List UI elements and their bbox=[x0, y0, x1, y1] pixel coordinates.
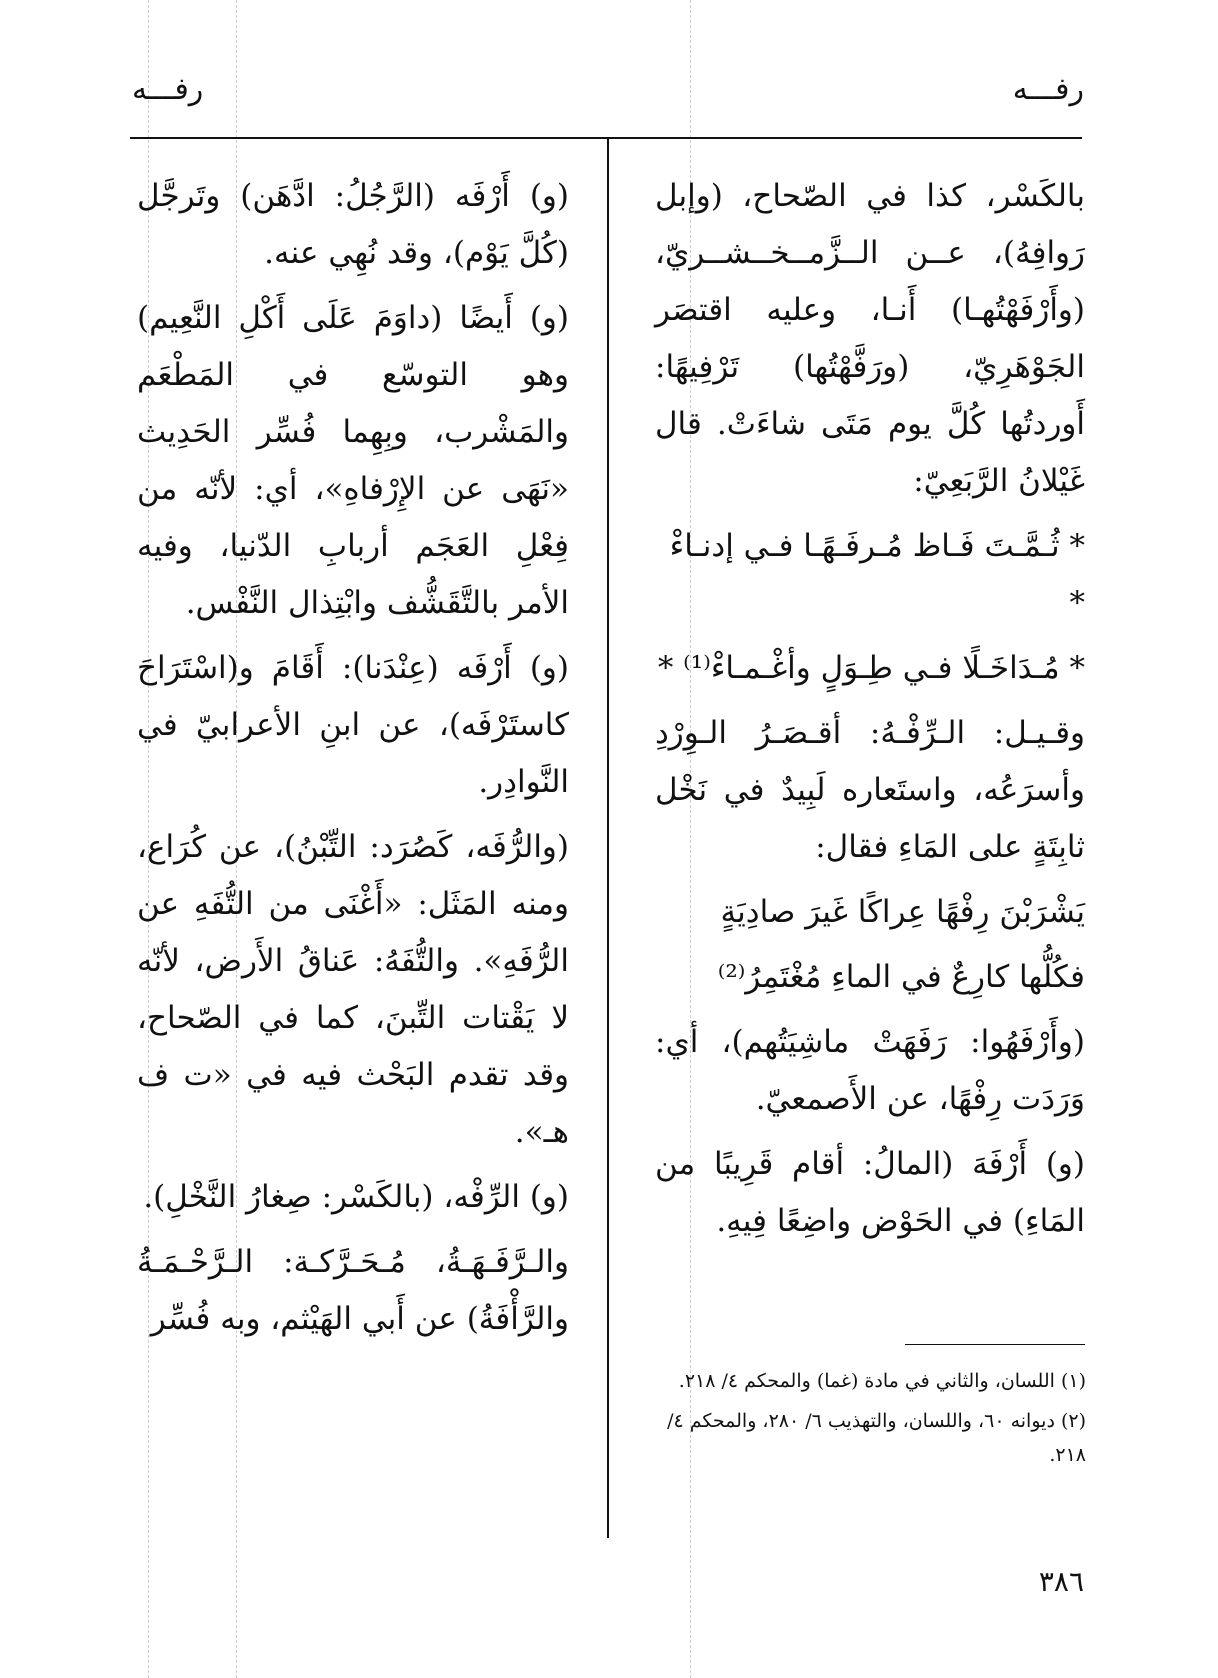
running-header-right: رفـــه bbox=[1012, 72, 1084, 107]
paragraph: (و) أَيضًا (داوَمَ عَلَى أَكْلِ النَّعِيم) وهو التوسّع في المَطْعَم والمَشْرب، وبِهِما فُسِّر الحَدِيث «نَهَى عن الإِرْفاهِ»، أي: لأنّه من فِعْلِ العَجَم أربابِ الدّنيا، وفيه الأمر بالتَّقَشُّف وابْتِذال النَّفْس. bbox=[137, 300, 569, 621]
verse-line: * مُـدَاخَـلًا فـي طِـوَلٍ وأغْـمـاءْ⁽¹⁾ * bbox=[657, 650, 1085, 686]
footnote: (٢) ديوانه ٦٠، واللسان، والتهذيب ٦/ ٢٨٠، والمحكم ٤/ ٢١٨. bbox=[667, 1410, 1086, 1466]
paragraph: (و) أَرْفَهَ (المالُ: أقام قَرِيبًا من المَاءِ) في الحَوْض واضِعًا فِيهِ. bbox=[655, 1146, 1085, 1239]
header-rule bbox=[130, 137, 1082, 139]
left-column bbox=[137, 168, 569, 1356]
paragraph: (و) أَرْفَه (عِنْدَنا): أَقَامَ و(اسْتَرَاحَ كاستَرْفَه)، عن ابنِ الأعرابيّ في النَّوادِر. bbox=[137, 650, 569, 800]
footnote: (١) اللسان، والثاني في مادة (غما) والمحكم ٤/ ٢١٨. bbox=[678, 1370, 1086, 1392]
paragraph: والـرَّفَـهَـةُ، مُـحَـرَّكـة: الـرَّحْـمَـةُ والرَّأْفَةُ) عن أَبي الهَيْثم، وبه فُسِّر bbox=[137, 1244, 569, 1337]
verse-line: * ثُـمَّـتَ فَـاظ مُـرفَـهًـا فـي إدنـاءْ * bbox=[669, 528, 1085, 621]
footnote-rule bbox=[905, 1344, 1085, 1345]
verse-line: فكُلُّها كارِعٌ في الماءِ مُغْتَمِرُ⁽²⁾ bbox=[717, 959, 1085, 995]
footnotes bbox=[650, 1364, 1086, 1478]
paragraph: بالكَسْر، كذا في الصّحاح، (وإبل رَوافِهُ)، عــن الــزَّمــخــشــريّ، (وأَرْفَهْتُهـا) أَنـا، وعليه اقتصَر الجَوْهَرِيّ، (ورَفَّهْتُها) تَرْفِيهًا: أَوردتُها كُلَّ يوم مَتَى شاءَتْ. قال غَيْلانُ الرَّبَعِيّ: bbox=[655, 178, 1085, 499]
right-column bbox=[655, 168, 1085, 1258]
verse-line: يَشْرَبْنَ رِفْهًا عِراكًا غَيرَ صادِيَةٍ bbox=[720, 894, 1085, 930]
column-divider bbox=[607, 138, 609, 1538]
page-number: ٣٨٦ bbox=[1038, 1565, 1084, 1598]
paragraph: (والرُّفَه، كَصُرَد: التِّبْنُ)، عن كُرَاع، ومنه المَثَل: «أَغْنَى من التُّفَهِ عن الرُّفَهِ». والتُّفَهُ: عَناقُ الأَرض، لأنّه لا يَقْتات التِّبنَ، كما في الصّحاح، وقد تقدم البَحْث فيه في «ت ف هـ». bbox=[137, 829, 569, 1150]
paragraph: (وأَرْفَهُوا: رَفَهَتْ ماشِيَتُهم)، أي: وَرَدَت رِفْهًا، عن الأَصمعيّ. bbox=[655, 1024, 1085, 1117]
running-header-left: رفـــه bbox=[132, 72, 204, 107]
paragraph: (و) الرِّفْه، (بالكَسْر: صِغارُ النَّخْلِ). bbox=[143, 1179, 569, 1215]
paragraph: (و) أَرْفَه (الرَّجُلُ: ادَّهَن) وتَرجَّل (كُلَّ يَوْم)، وقد نُهِي عنه. bbox=[137, 178, 569, 271]
paragraph: وقـيـل: الـرِّفْـهُ: أقـصَـرُ الـوِرْدِ وأسرَعُه، واستَعاره لَبِيدٌ في نَخْل ثابِتَةٍ على المَاءِ فقال: bbox=[655, 715, 1085, 865]
